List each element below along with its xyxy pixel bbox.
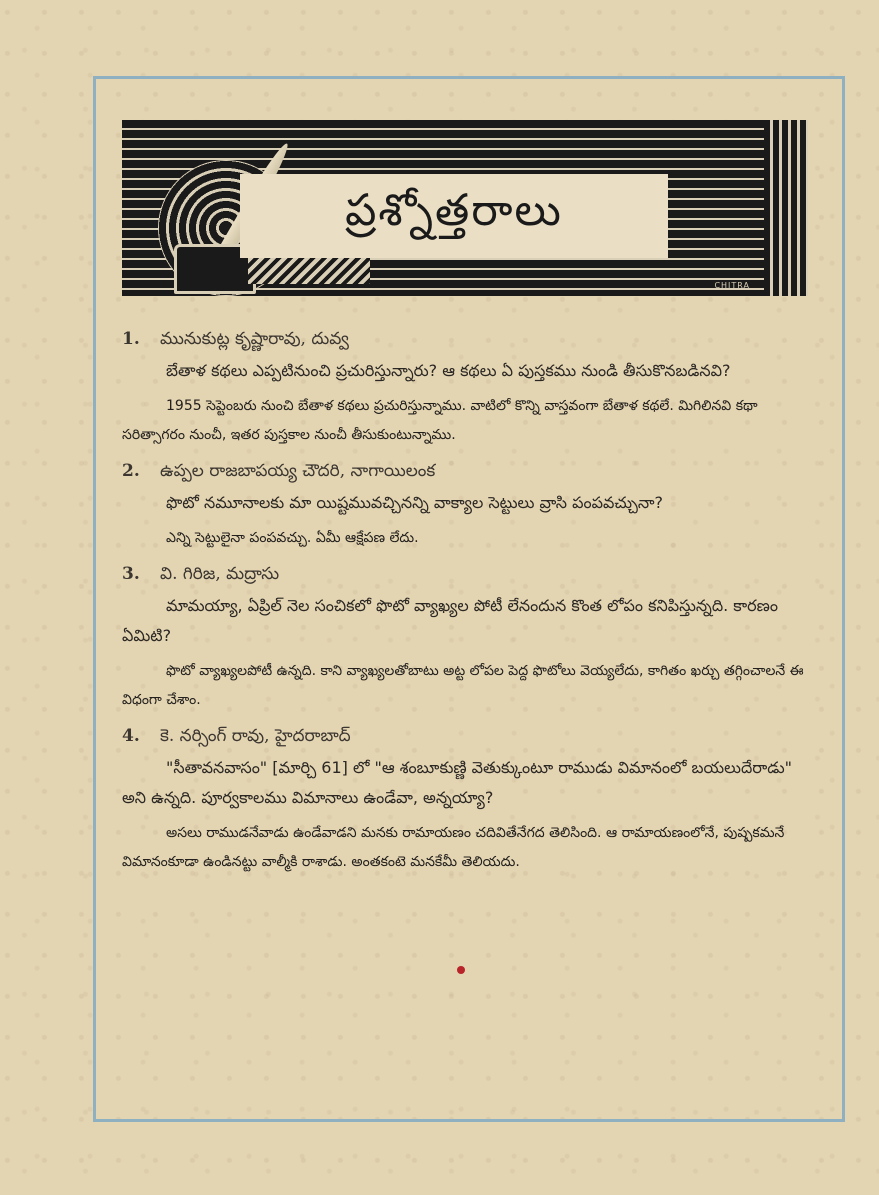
qa-number: 3. [122, 564, 140, 584]
page-title: ప్రశ్నోత్తరాలు [345, 185, 563, 236]
ink-dot [457, 966, 465, 974]
qa-asker-line [122, 458, 812, 484]
qa-item [122, 561, 812, 715]
qa-number: 2. [122, 461, 140, 481]
qa-item [122, 723, 812, 877]
qa-item [122, 458, 812, 553]
qa-answer: ఫొటో వ్యాఖ్యలపోటీ ఉన్నది. కాని వ్యాఖ్యలతోబాటు అట్ట లోపల పెద్ద ఫొటోలు వెయ్యలేదు, కాగితం ఖర్చు తగ్గించాలనే ఈ విధంగా చేశాం. [122, 663, 804, 708]
qa-list [122, 322, 812, 885]
qa-asker-line [122, 723, 812, 749]
qa-question: "సీతావనవాసం" [మార్చి 61] లో "ఆ శంబూకుణ్ణి వెతుక్కుంటూ రాముడు విమానంలో బయలుదేరాడు" అని ఉన్నది. పూర్వకాలము విమానాలు ఉండేవా, అన్నయ్యా? [122, 758, 792, 807]
qa-asker: ఉప్పల రాజబాపయ్య చౌదరి, నాగాయిలంక [160, 461, 436, 481]
qa-asker: వి. గిరిజ, మద్రాసు [160, 564, 280, 584]
qa-question: ఫొటో నమూనాలకు మా యిష్టమువచ్చినన్ని వాక్యాల సెట్టులు వ్రాసి పంపవచ్చునా? [166, 493, 663, 512]
qa-item [122, 326, 812, 450]
qa-question: మామయ్యా, ఏప్రిల్ నెల సంచికలో ఫొటో వ్యాఖ్యల పోటీ లేనందున కొంత లోపం కనిపిస్తున్నది. కారణం ఏమిటి? [122, 596, 778, 645]
qa-number: 1. [122, 329, 140, 349]
qa-answer: ఎన్ని సెట్టులైనా పంపవచ్చు. ఏమీ ఆక్షేపణ లేదు. [166, 530, 419, 546]
qa-asker: మునుకుట్ల కృష్ణారావు, దువ్వ [160, 329, 349, 349]
qa-asker: కె. నర్సింగ్ రావు, హైదరాబాద్ [160, 726, 351, 746]
papers-illustration [248, 258, 370, 284]
artist-signature: CHITRA [714, 281, 750, 290]
qa-question: బేతాళ కథలు ఎప్పటినుంచి ప్రచురిస్తున్నారు? ఆ కథలు ఏ పుస్తకము నుండి తీసుకొనబడినవి? [166, 361, 731, 380]
header-banner [122, 120, 808, 296]
qa-answer: 1955 సెప్టెంబరు నుంచి బేతాళ కథలు ప్రచురిస్తున్నాము. వాటిలో కొన్ని వాస్తవంగా బేతాళ కథలే. మిగిలినవి కథా సరిత్సాగరం నుంచీ, ఇతర పుస్తకాల నుంచీ తీసుకుంటున్నాము. [122, 398, 758, 443]
qa-answer: అసలు రాముడనేవాడు ఉండేవాడని మనకు రామాయణం చదివితేనేగద తెలిసింది. ఆ రామాయణంలోనే, పుష్పకమనే విమానంకూడా ఉండినట్టు వాల్మీకి రాశాడు. అంతకంటె మనకేమీ తెలియదు. [122, 825, 785, 870]
title-box [240, 174, 668, 258]
qa-asker-line [122, 561, 812, 587]
banner-right-bars [764, 120, 808, 296]
qa-asker-line [122, 326, 812, 352]
qa-number: 4. [122, 726, 140, 746]
